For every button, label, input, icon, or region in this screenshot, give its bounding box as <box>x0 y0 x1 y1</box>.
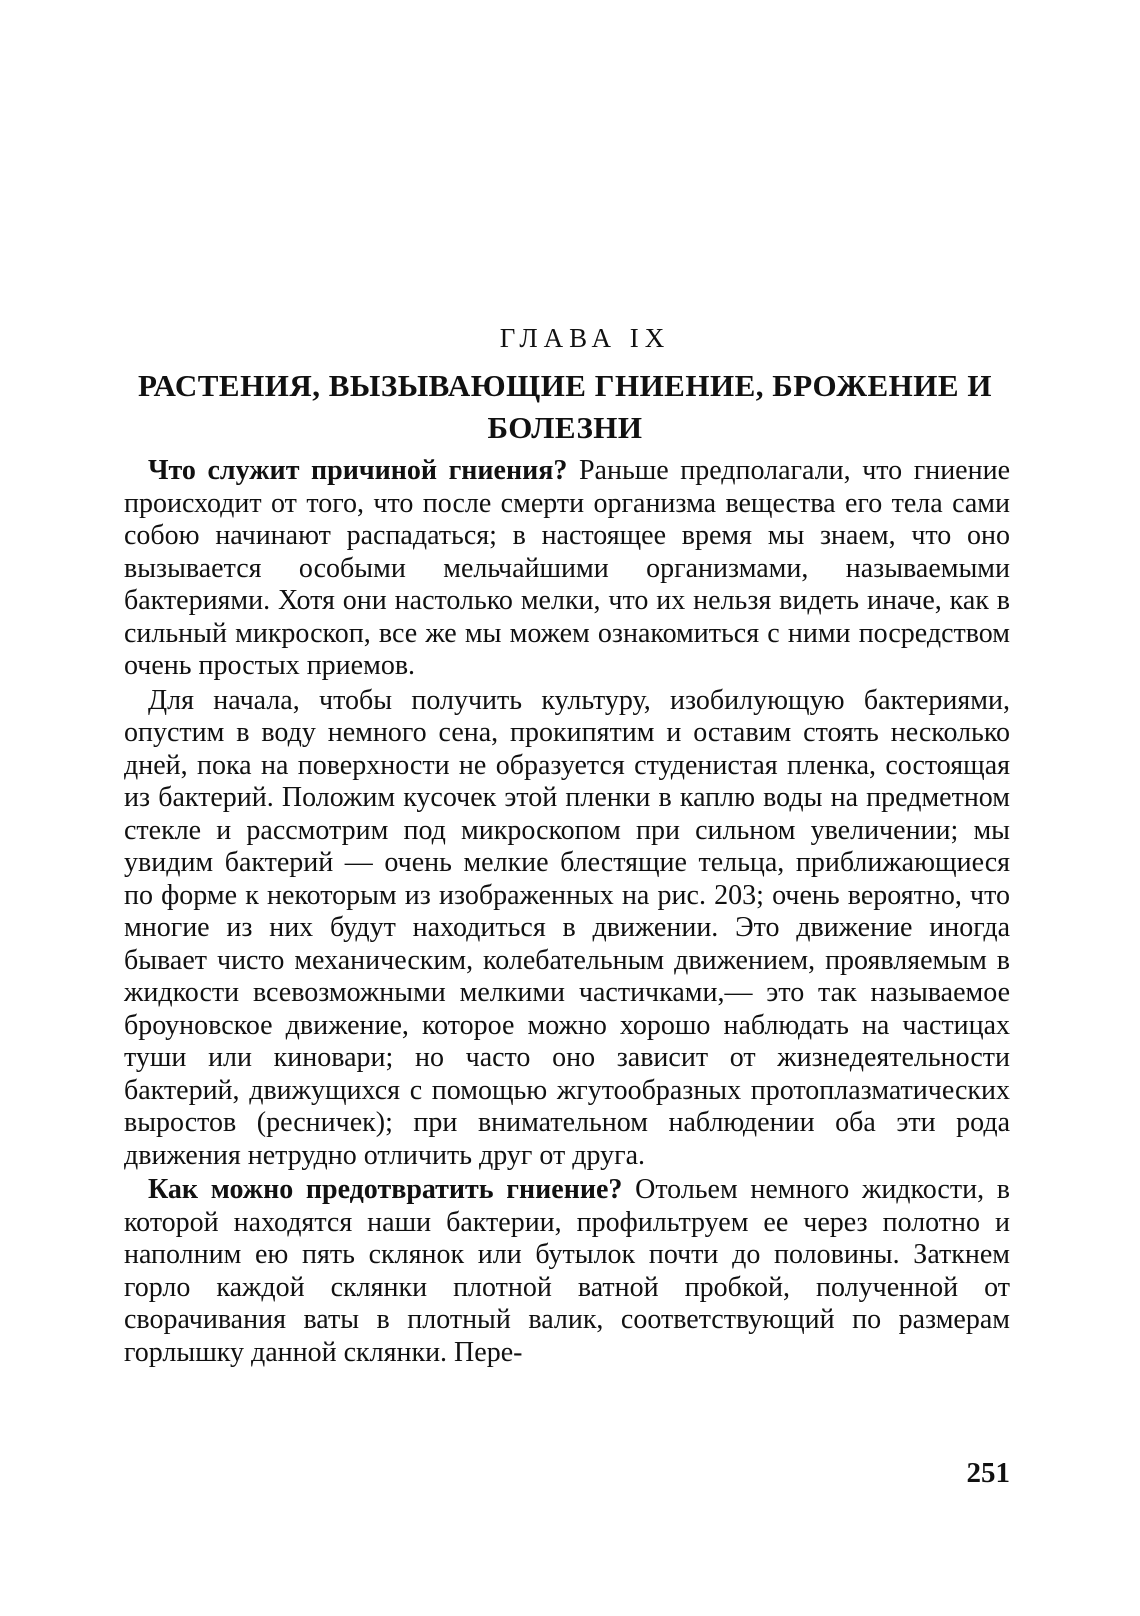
paragraph-3-heading: Как можно предотвратить гниение? <box>148 1174 623 1205</box>
paragraph-3 <box>124 1174 1010 1369</box>
chapter-label: ГЛАВА IX <box>499 323 671 353</box>
paragraph-3-text: Отольем немного жидкости, в которой находятся наши бактерии, профильтруем ее через полотно и наполним ею пять склянок или бутылок почти до половины. Заткнем горло каждой склянки плотной ватной пробкой, полученной от сворачивания ваты в плотный валик, соответствующий по размерам горлышку данной склянки. Пере- <box>124 1174 1010 1368</box>
body-text <box>124 455 1010 1369</box>
paragraph-2-text: Для начала, чтобы получить культуру, изобилующую бактериями, опустим в воду немного сена, прокипятим и оставим стоять несколько дней, пока на поверхности не образуется студенистая пленка, состоящая из бактерий. Положим кусочек этой пленки в каплю воды на предметном стекле и рассмотрим под микроскопом при сильном увеличении; мы увидим бактерий — очень мелкие блестящие тельца, приближающиеся по форме к некоторым из изображенных на рис. 203; очень вероятно, что многие из них будут находиться в движении. Это движение иногда бывает чисто механическим, колебательным движением, проявляемым в жидкости всевозможными мелкими частичками,— это так называемое броуновское движение, которое можно хорошо наблюдать на частицах туши или киновари; но часто оно зависит от жизнедеятельности бактерий, движущихся с помощью жгутообразных протоплазматических выростов (ресничек); при внимательном наблюдении оба эти рода движения нетрудно отличить друг от друга. <box>124 684 1010 1171</box>
paragraph-1-heading: Что служит причиной гниения? <box>148 455 568 486</box>
page-number: 251 <box>966 1457 1010 1489</box>
paragraph-2 <box>124 685 1010 1173</box>
paragraph-1 <box>124 455 1010 683</box>
paragraph-1-text: Раньше предполагали, что гниение происходит от того, что после смерти организма вещества его тела сами собою начинают распадаться; в настоящее время мы знаем, что оно вызывается особыми мельчайшими организмами, называемыми бактериями. Хотя они настолько мелки, что их нельзя видеть иначе, как в сильный микроскоп, все же мы можем ознакомиться с ними посредством очень простых приемов. <box>124 455 1011 681</box>
chapter-title: РАСТЕНИЯ, ВЫЗЫВАЮЩИЕ ГНИЕНИЕ, БРОЖЕНИЕ И БОЛЕЗНИ <box>138 368 992 445</box>
